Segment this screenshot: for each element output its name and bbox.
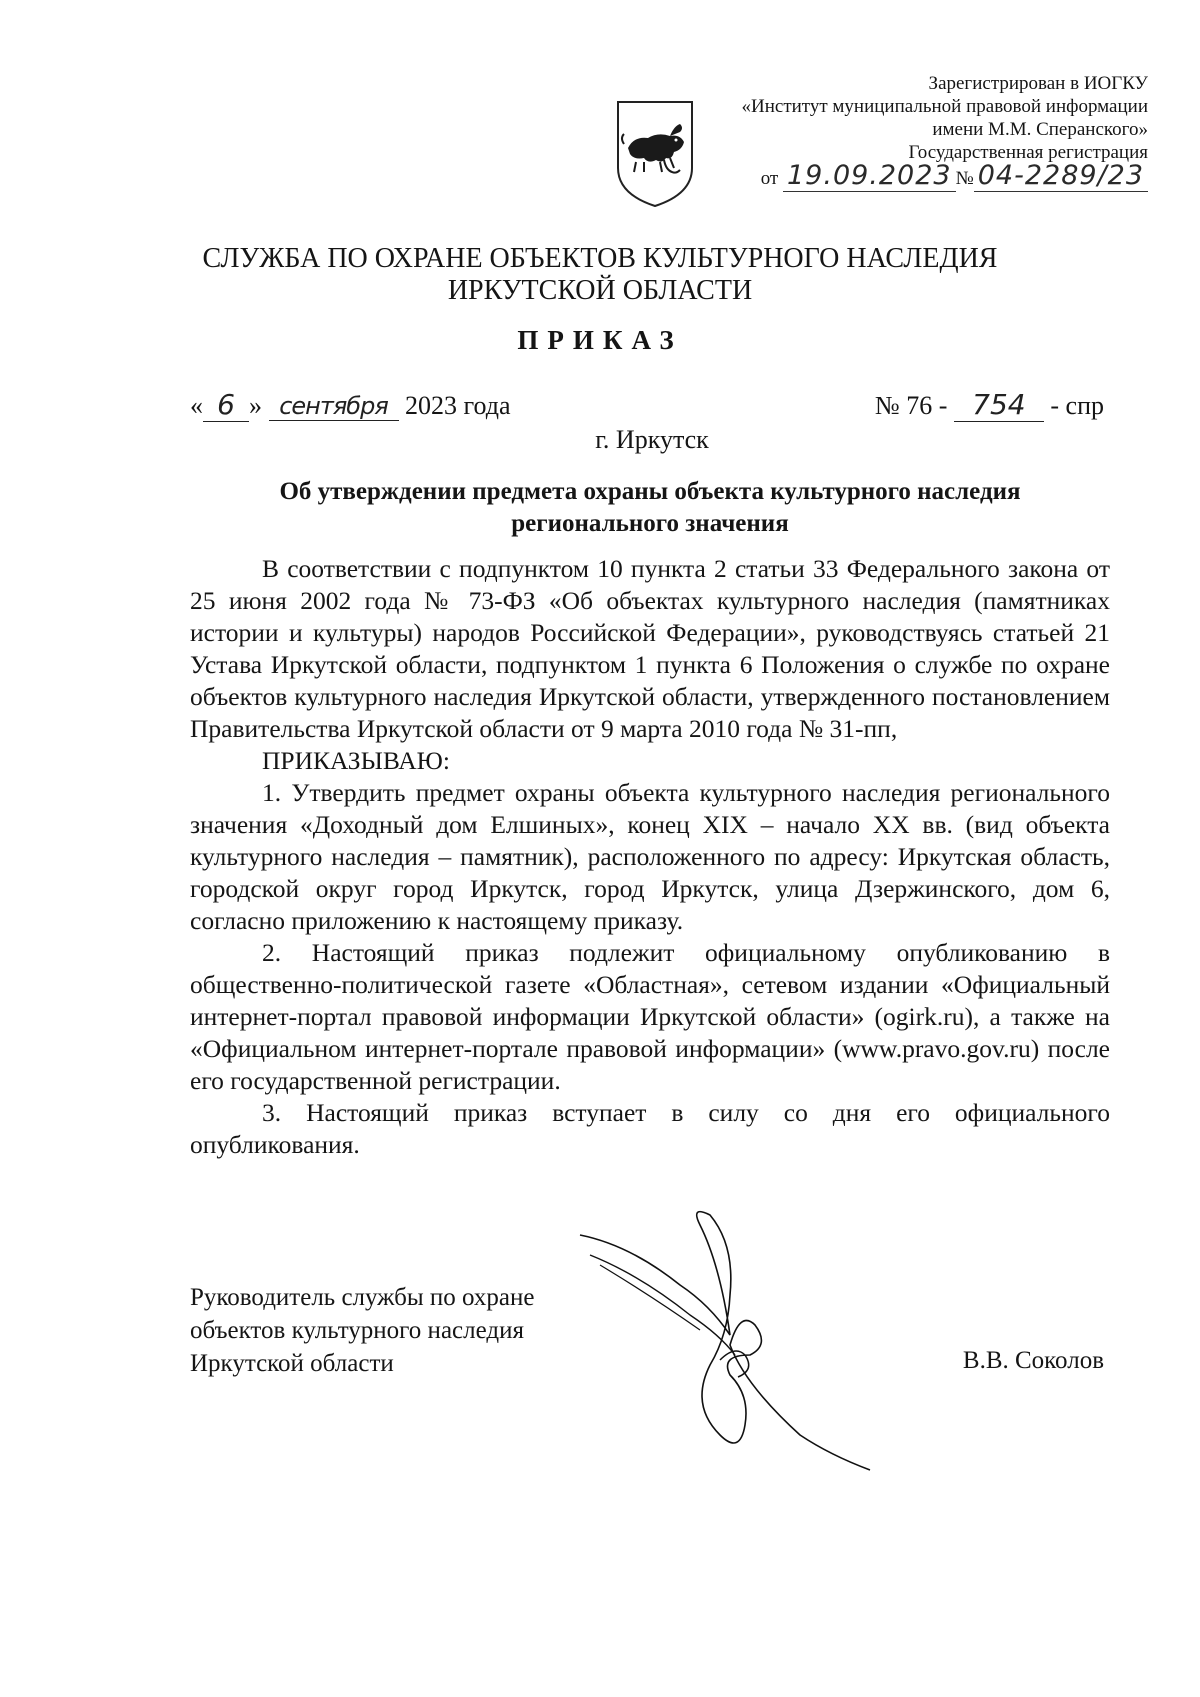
handwritten-signature [570, 1205, 890, 1475]
order-item-3: 3. Настоящий приказ вступает в силу со дня его официального опубликования. [190, 1098, 1110, 1159]
order-number-suffix: - спр [1050, 391, 1104, 420]
registration-number-line [628, 160, 1148, 191]
subject-line-1: Об утверждении предмета охраны объекта культурного наследия [279, 478, 1021, 505]
preamble-paragraph: В соответствии с подпунктом 10 пункта 2 статьи 33 Федерального закона от 25 июня 2002 года № 73-ФЗ «Об объектах культурного наследия (памятниках истории и культуры) народов Российской Федерации», руководствуясь статьей 21 Устава Иркутской области, подпунктом 1 пункта 6 Положения о службе по охране объектов культурного наследия Иркутской области, утвержденного постановлением Правительства Иркутской области от 9 марта 2010 года № 31-пп, [190, 554, 1110, 743]
agency-name-line-2: ИРКУТСКОЙ ОБЛАСТИ [447, 275, 753, 306]
subject-line-2: регионального значения [511, 510, 789, 537]
signatory-position-line-3: Иркутской области [190, 1350, 394, 1377]
date-quote-close: » [249, 391, 262, 420]
order-number [875, 388, 1104, 422]
order-number-prefix: № 76 - [874, 391, 948, 420]
order-item-1: 1. Утвердить предмет охраны объекта культурного наследия регионального значения «Доходный дом Елшиных», конец XIX – начало XX вв. (вид объекта культурного наследия – памятник), расположенного по адресу: Иркутская область, городской округ город Иркутск, город Иркутск, улица Дзержинского, дом 6, согласно приложению к настоящему приказу. [190, 778, 1110, 935]
irkutsk-coat-of-arms-icon [614, 98, 696, 210]
date-quote-open: « [190, 391, 203, 420]
order-body [190, 553, 1110, 1161]
registration-stamp [628, 72, 1148, 190]
order-subject [190, 476, 1110, 540]
order-day: 6 [203, 388, 249, 422]
registration-line-1: Зарегистрирован в ИОГКУ [928, 73, 1148, 94]
agency-name-line-1: СЛУЖБА ПО ОХРАНЕ ОБЪЕКТОВ КУЛЬТУРНОГО НАСЛЕДИЯ [202, 243, 998, 274]
registration-line-3: имени М.М. Сперанского» [932, 119, 1148, 140]
order-number-value: 754 [954, 388, 1044, 422]
registration-date: 19.09.2023 [783, 160, 956, 192]
registration-line-4: Государственная регистрация [908, 142, 1148, 163]
signatory-position-line-2: объектов культурного наследия [190, 1317, 524, 1344]
registration-from-prefix: от [760, 168, 779, 189]
order-date [190, 388, 511, 422]
order-title: ПРИКАЗ [517, 325, 683, 355]
registration-line-2: «Институт муниципальной правовой информации [741, 96, 1148, 117]
agency-name [0, 243, 1200, 307]
order-month: сентября [269, 392, 399, 421]
order-city: г. Иркутск [595, 425, 709, 454]
signatory-position [190, 1281, 534, 1380]
signatory-name: В.В. Соколов [962, 1347, 1104, 1374]
orders-heading: ПРИКАЗЫВАЮ: [262, 746, 450, 775]
registration-number-prefix: № [955, 168, 974, 189]
order-year: 2023 года [405, 391, 511, 420]
registration-number: 04-2289/23 [974, 160, 1148, 192]
signatory-position-line-1: Руководитель службы по охране [190, 1284, 535, 1311]
order-item-2: 2. Настоящий приказ подлежит официальному опубликованию в общественно-политической газете «Областная», сетевом издании «Официальный интернет-портал правовой информации Иркутской области» (ogirk.ru), а также на «Официальном интернет-портале правовой информации» (www.pravo.gov.ru) после его государственной регистрации. [190, 938, 1110, 1095]
